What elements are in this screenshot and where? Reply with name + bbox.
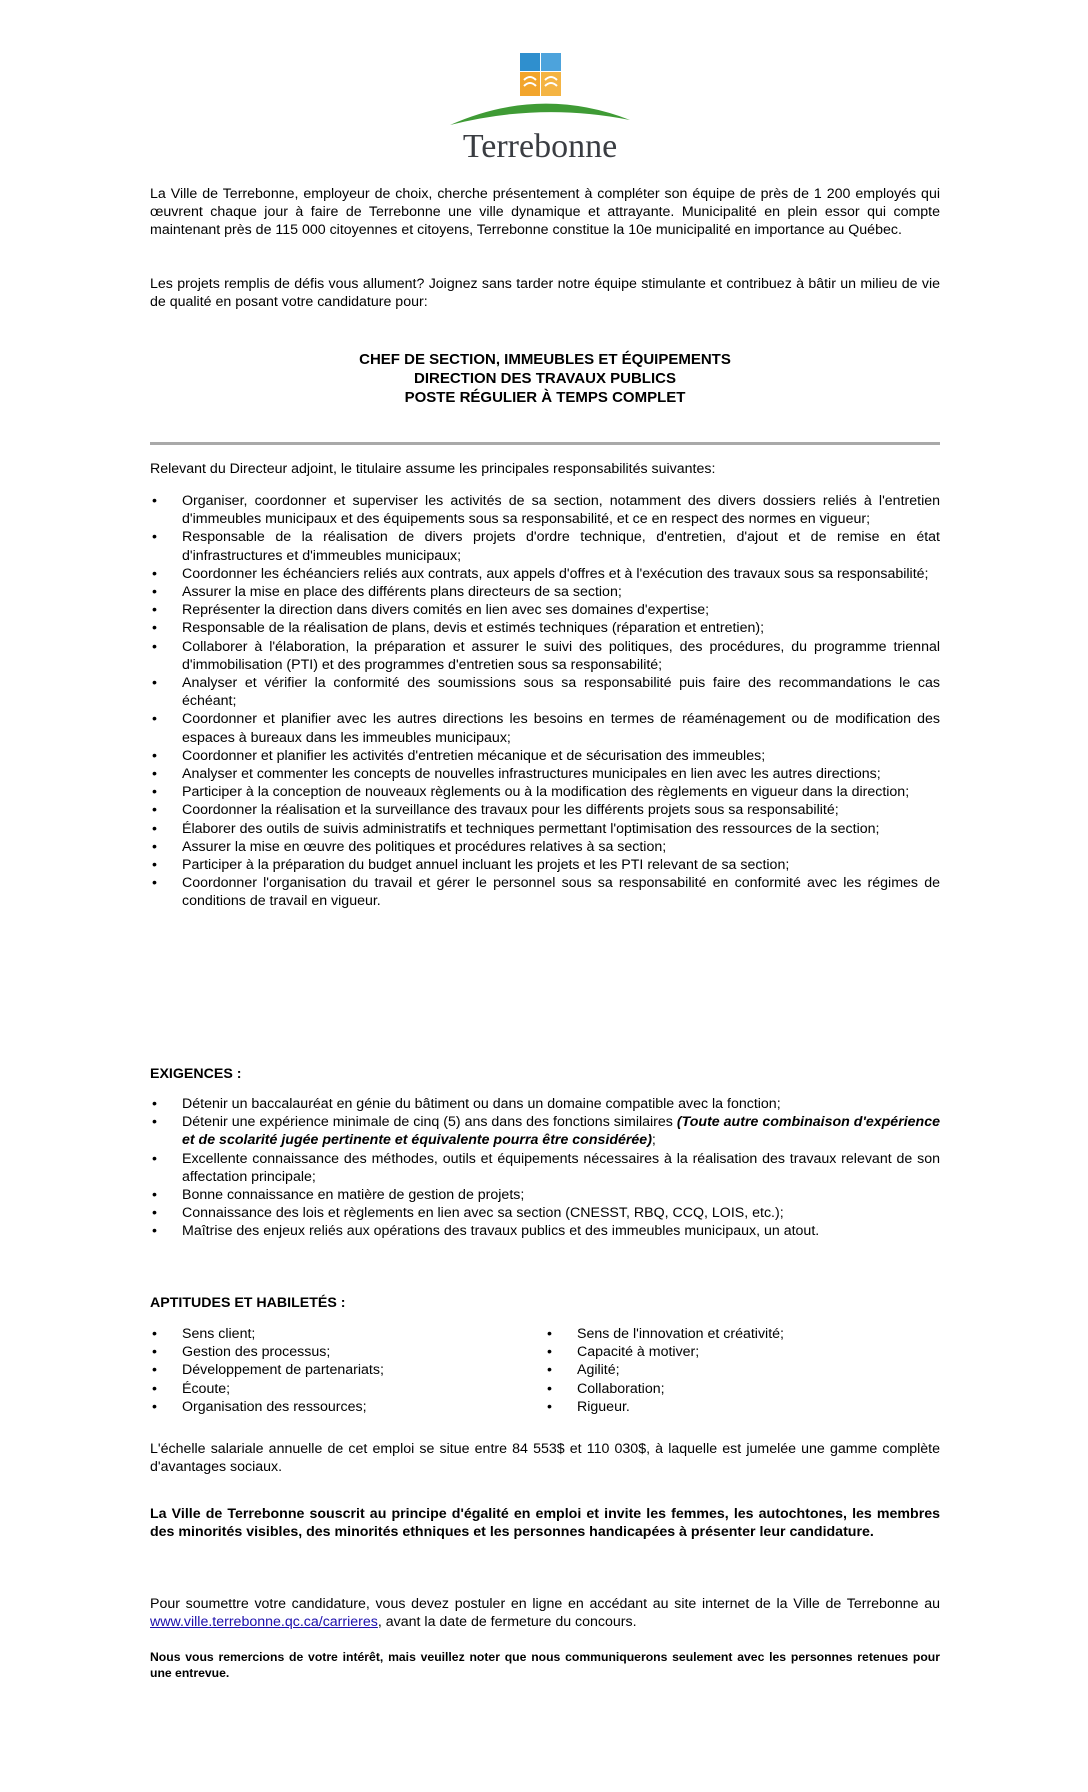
salary-paragraph: L'échelle salariale annuelle de cet emploi se situe entre 84 553$ et 110 030$, à laquelle est jumelée une gamme complète d'avantages sociaux. — [150, 1441, 940, 1475]
bullet-icon: • — [152, 802, 157, 819]
skills-heading: APTITUDES ET HABILETÉS : — [150, 1295, 346, 1311]
list-item: • Analyser et commenter les concepts de nouvelles infrastructures municipales en lien avec les autres directions; — [152, 766, 881, 783]
bullet-icon: • — [152, 1205, 157, 1222]
list-item: • Représenter la direction dans divers comités en lien avec ses domaines d'expertise; — [152, 602, 710, 619]
list-item: • Responsable de la réalisation de plans, devis et estimés techniques (réparation et entretien); — [152, 620, 765, 637]
logo-wordmark: Terrebonne — [462, 128, 618, 165]
list-item: • Agilité; — [547, 1362, 620, 1379]
list-item: • Participer à la conception de nouveaux règlements ou à la modification des règlements en vigueur dans la direction; — [152, 784, 910, 801]
list-item: • Maîtrise des enjeux reliés aux opérations des travaux publics et des immeubles municipaux, un atout. — [152, 1223, 820, 1240]
bullet-icon: • — [152, 875, 157, 892]
responsibilities-list — [150, 492, 940, 911]
bullet-icon: • — [547, 1344, 552, 1361]
bullet-icon: • — [547, 1380, 552, 1397]
list-item: • Assurer la mise en place des différents plans directeurs de sa section; — [152, 584, 622, 601]
list-item: • Gestion des processus; — [152, 1344, 331, 1361]
equal-opportunity-paragraph: La Ville de Terrebonne souscrit au principe d'égalité en emploi et invite les femmes, les autochtones, les membres des minorités visibles, des minorités ethniques et les personnes handicapées à présenter leur candidature. — [150, 1506, 940, 1540]
bullet-icon: • — [152, 857, 157, 874]
bullet-icon: • — [152, 838, 157, 855]
bullet-icon: • — [152, 1187, 157, 1204]
invitation-paragraph: Les projets remplis de défis vous allument? Joignez sans tarder notre équipe stimulante et contribuez à bâtir un milieu de vie de qualité en posant votre candidature pour: — [150, 276, 940, 310]
apply-paragraph: Pour soumettre votre candidature, vous devez postuler en ligne en accédant au site internet de la Ville de Terrebonne au www.ville.terrebonne.qc.ca/carrieres, avant la date de fermeture du concours. — [150, 1596, 940, 1630]
list-item: • Sens de l'innovation et créativité; — [547, 1326, 784, 1342]
list-item: • Détenir une expérience minimale de cinq (5) ans dans des fonctions similaires (Toute autre combinaison d'expérience et de scolarité jugée pertinente et équivalente pourra être considérée); — [152, 1114, 940, 1149]
job-direction: DIRECTION DES TRAVAUX PUBLICS — [414, 370, 676, 387]
bullet-icon: • — [547, 1398, 552, 1415]
bullet-icon: • — [152, 766, 157, 783]
list-item: • Coordonner la réalisation et la surveillance des travaux pour les différents projets sous sa responsabilité; — [152, 802, 839, 819]
careers-link[interactable]: www.ville.terrebonne.qc.ca/carrieres — [150, 1614, 378, 1630]
terrebonne-emblem-icon — [440, 50, 640, 130]
list-item: • Collaborer à l'élaboration, la préparation et assurer le suivi des politiques, des procédures, du programme triennal d'immobilisation (PTI) et des programmes d'entretien sous sa responsabilité; — [152, 638, 940, 673]
skills-list-right — [545, 1325, 940, 1416]
list-item: • Développement de partenariats; — [152, 1362, 384, 1379]
list-item: • Capacité à motiver; — [547, 1344, 700, 1361]
list-item: • Rigueur. — [547, 1398, 630, 1415]
list-item: • Connaissance des lois et règlements en lien avec sa section (CNESST, RBQ, CCQ, LOIS, etc.); — [152, 1205, 784, 1222]
list-item: • Écoute; — [152, 1380, 231, 1397]
bullet-icon: • — [152, 747, 157, 764]
requirements-list — [150, 1095, 940, 1241]
bullet-icon: • — [152, 1362, 157, 1379]
bullet-icon: • — [547, 1362, 552, 1379]
bullet-icon: • — [152, 493, 157, 509]
bullet-icon: • — [152, 820, 157, 837]
list-item: • Collaboration; — [547, 1380, 665, 1397]
bullet-icon: • — [152, 1114, 157, 1131]
bullet-icon: • — [152, 1150, 157, 1167]
responsibilities-intro: Relevant du Directeur adjoint, le titulaire assume les principales responsabilités suivantes: — [150, 461, 716, 477]
bullet-icon: • — [152, 638, 157, 655]
thanks-note: Nous vous remercions de votre intérêt, mais veuillez noter que nous communiquerons seulement avec les personnes retenues pour une entrevue. — [150, 1650, 940, 1680]
bullet-icon: • — [152, 711, 157, 728]
bullet-icon: • — [152, 1223, 157, 1240]
list-item: • Organisation des ressources; — [152, 1398, 367, 1415]
list-item: • Coordonner les échéanciers reliés aux contrats, aux appels d'offres et à l'exécution des travaux sous sa responsabilité; — [152, 565, 929, 582]
list-item: • Détenir un baccalauréat en génie du bâtiment ou dans un domaine compatible avec la fonction; — [152, 1096, 781, 1112]
intro-paragraph: La Ville de Terrebonne, employeur de choix, cherche présentement à compléter son équipe de près de 1 200 employés qui œuvrent chaque jour à faire de Terrebonne une ville dynamique et attrayante. Municipalité en plein essor qui compte maintenant près de 115 000 citoyennes et citoyens, Terrebonne constitue la 10e municipalité en importance au Québec. — [150, 186, 940, 238]
list-item: • Assurer la mise en œuvre des politiques et procédures relatives à sa section; — [152, 838, 667, 855]
list-item: • Responsable de la réalisation de divers projets d'ordre technique, d'entretien, d'ajout et de remise en état d'infrastructures et d'immeubles municipaux; — [152, 529, 940, 564]
skills-columns — [150, 1325, 940, 1416]
bullet-icon: • — [152, 1398, 157, 1415]
bullet-icon: • — [152, 1344, 157, 1361]
bullet-icon: • — [152, 1380, 157, 1397]
skills-list-left — [150, 1325, 545, 1416]
list-item: • Analyser et vérifier la conformité des soumissions sous sa responsabilité puis faire des recommandations le cas échéant; — [152, 675, 940, 710]
list-item: • Participer à la préparation du budget annuel incluant les projets et les PTI relevant de sa section; — [152, 857, 790, 874]
bullet-icon: • — [152, 584, 157, 601]
bullet-icon: • — [152, 602, 157, 619]
list-item: • Organiser, coordonner et superviser les activités de sa section, notamment des divers dossiers reliés à l'entretien d'immeubles municipaux et des équipements sous sa responsabilité, et ce en respect des normes en vigueur; — [152, 493, 940, 528]
job-title: CHEF DE SECTION, IMMEUBLES ET ÉQUIPEMENTS — [359, 351, 731, 368]
list-item: • Élaborer des outils de suivis administratifs et techniques permettant l'optimisation des ressources de la section; — [152, 820, 880, 837]
list-item: • Excellente connaissance des méthodes, outils et équipements nécessaires à la réalisation des travaux relevant de son affectation principale; — [152, 1150, 940, 1185]
bullet-icon: • — [152, 784, 157, 801]
bullet-icon: • — [152, 529, 157, 546]
requirements-heading: EXIGENCES : — [150, 1066, 242, 1082]
list-item: • Coordonner l'organisation du travail et gérer le personnel sous sa responsabilité en conformité avec les régimes de conditions de travail en vigueur. — [152, 875, 940, 910]
list-item: • Coordonner et planifier les activités d'entretien mécanique et de sécurisation des immeubles; — [152, 747, 766, 764]
bullet-icon: • — [152, 1326, 157, 1342]
equivalence-note: (Toute autre combinaison d'expérience et de scolarité jugée pertinente et équivalente pourra être considérée) — [182, 1114, 940, 1149]
list-item: • Coordonner et planifier avec les autres directions les besoins en termes de réaménagement ou de modification des espaces à bureaux dans les immeubles municipaux; — [152, 711, 940, 746]
divider — [150, 442, 940, 445]
list-item: • Sens client; — [152, 1326, 256, 1342]
bullet-icon: • — [152, 565, 157, 582]
bullet-icon: • — [152, 1096, 157, 1112]
job-status: POSTE RÉGULIER À TEMPS COMPLET — [404, 389, 686, 406]
bullet-icon: • — [152, 620, 157, 637]
bullet-icon: • — [152, 675, 157, 692]
list-item: • Bonne connaissance en matière de gestion de projets; — [152, 1187, 525, 1204]
bullet-icon: • — [547, 1326, 552, 1342]
terrebonne-logo — [440, 50, 640, 165]
job-title-block — [150, 350, 940, 407]
